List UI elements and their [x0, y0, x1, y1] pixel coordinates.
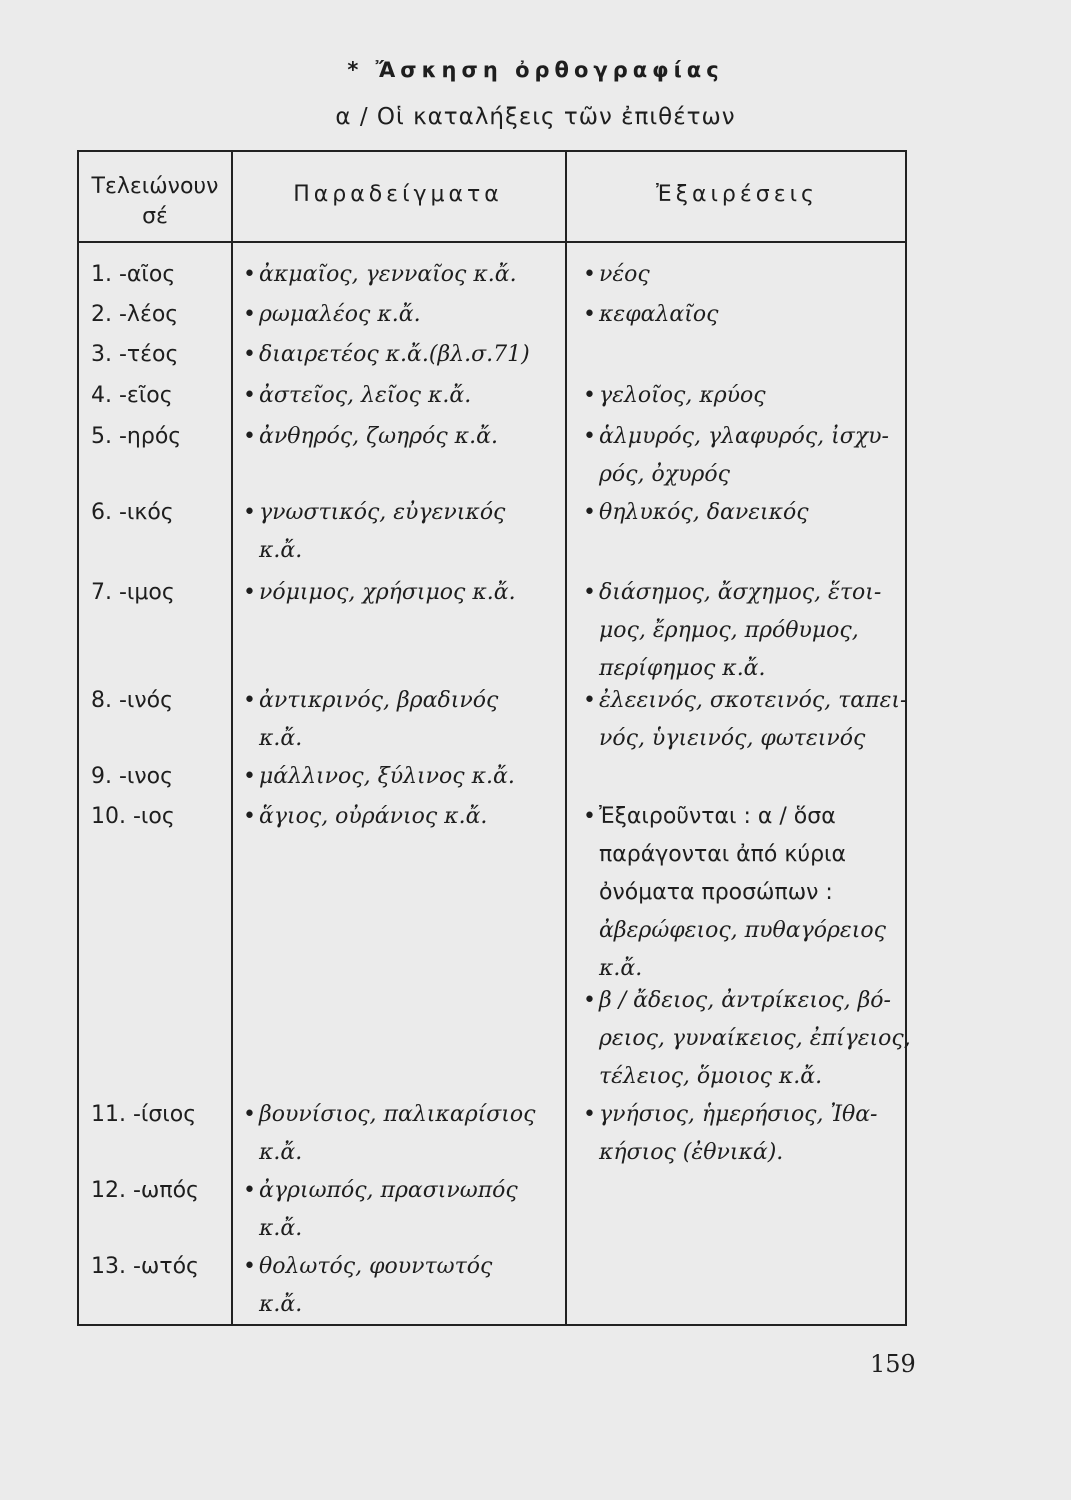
row-example: • ἀνθηρός, ζωηρός κ.ἄ.: [259, 418, 498, 456]
row-example: κ.ἄ.: [259, 1292, 303, 1317]
row-suffix: 2. -λέος: [91, 302, 179, 327]
row-suffix: 5. -ηρός: [91, 424, 182, 449]
row-suffix: 13. -ωτός: [91, 1254, 199, 1279]
row-exception: • β / ἄδειος, ἀντρίκειος, βό-: [599, 982, 891, 1020]
row-exception: τέλειος, ὅμοιος κ.ἄ.: [599, 1064, 823, 1089]
column-divider: [565, 152, 567, 1324]
row-exception: ὀνόματα προσώπων :: [599, 880, 833, 905]
header-divider: [79, 241, 905, 243]
row-exception: ρειος, γυναίκειος, ἐπίγειος,: [599, 1026, 911, 1051]
row-example: • ἀστεῖος, λεῖος κ.ἄ.: [259, 377, 471, 415]
row-exception: • γνήσιος, ἡμερήσιος, Ἰθα-: [599, 1096, 878, 1134]
row-example: κ.ἄ.: [259, 726, 303, 751]
row-example: κ.ἄ.: [259, 538, 303, 563]
row-suffix: 9. -ινος: [91, 764, 174, 789]
row-example: • γνωστικός, εὐγενικός: [259, 494, 505, 532]
row-suffix: 8. -ινός: [91, 688, 174, 713]
row-exception: μος, ἔρημος, πρόθυμος,: [599, 618, 859, 643]
page-title: * Ἄσκηση ὀρθογραφίας: [347, 58, 724, 82]
row-example: • θολωτός, φουντωτός: [259, 1248, 492, 1286]
suffix-table: [77, 150, 911, 1326]
row-example: • ἀντικρινός, βραδινός: [259, 682, 498, 720]
section-subtitle: α / Οἱ καταλήξεις τῶν ἐπιθέτων: [335, 104, 736, 130]
row-exception: κ.ἄ.: [599, 956, 643, 981]
row-suffix: 10. -ιος: [91, 804, 175, 829]
header-endings: Τελειώνουν σέ: [91, 174, 219, 229]
row-example: • βουνίσιος, παλικαρίσιος: [259, 1096, 535, 1134]
row-example: κ.ἄ.: [259, 1140, 303, 1165]
row-exception: • ἁλμυρός, γλαφυρός, ἰσχυ-: [599, 418, 889, 456]
row-suffix: 6. -ικός: [91, 500, 174, 525]
column-divider: [231, 152, 233, 1324]
row-suffix: 1. -αῖος: [91, 262, 176, 287]
page-number: 159: [870, 1350, 916, 1378]
row-suffix: 11. -ίσιος: [91, 1102, 197, 1127]
row-suffix: 3. -τέος: [91, 342, 179, 367]
row-exception: παράγονται ἀπό κύρια: [599, 842, 846, 867]
row-exception: ρός, ὀχυρός: [599, 462, 730, 487]
row-example: • ἀγριωπός, πρασινωπός: [259, 1172, 518, 1210]
row-example: • μάλλινος, ξύλινος κ.ἄ.: [259, 758, 515, 796]
row-exception: • γελοῖος, κρύος: [599, 377, 766, 415]
row-exception: • Ἐξαιροῦνται : α / ὅσα: [599, 798, 836, 836]
row-exception: κήσιος (ἐθνικά).: [599, 1140, 784, 1165]
row-suffix: 12. -ωπός: [91, 1178, 199, 1203]
row-exception: νός, ὑγιεινός, φωτεινός: [599, 726, 866, 751]
header-exceptions: Ἐξαιρέσεις: [656, 182, 818, 207]
row-exception: • θηλυκός, δανεικός: [599, 494, 809, 532]
row-example: • ἅγιος, οὐράνιος κ.ἄ.: [259, 798, 487, 836]
row-exception: • ἐλεεινός, σκοτεινός, ταπει-: [599, 682, 907, 720]
header-examples: Παραδείγματα: [293, 182, 503, 207]
row-example: • ρωμαλέος κ.ἄ.: [259, 296, 421, 334]
row-exception: ἀβερώφειος, πυθαγόρειος: [599, 918, 886, 943]
row-example: • νόμιμος, χρήσιμος κ.ἄ.: [259, 574, 516, 612]
row-suffix: 7. -ιμος: [91, 580, 175, 605]
row-example: • διαιρετέος κ.ἄ.(βλ.σ.71): [259, 336, 530, 374]
row-suffix: 4. -εῖος: [91, 383, 173, 408]
row-example: κ.ἄ.: [259, 1216, 303, 1241]
row-exception: • διάσημος, ἄσχημος, ἕτοι-: [599, 574, 881, 612]
row-exception: περίφημος κ.ἄ.: [599, 656, 766, 681]
row-example: • ἀκμαῖος, γενναῖος κ.ἄ.: [259, 256, 517, 294]
row-exception: • νέος: [599, 256, 650, 294]
row-exception: • κεφαλαῖος: [599, 296, 719, 334]
